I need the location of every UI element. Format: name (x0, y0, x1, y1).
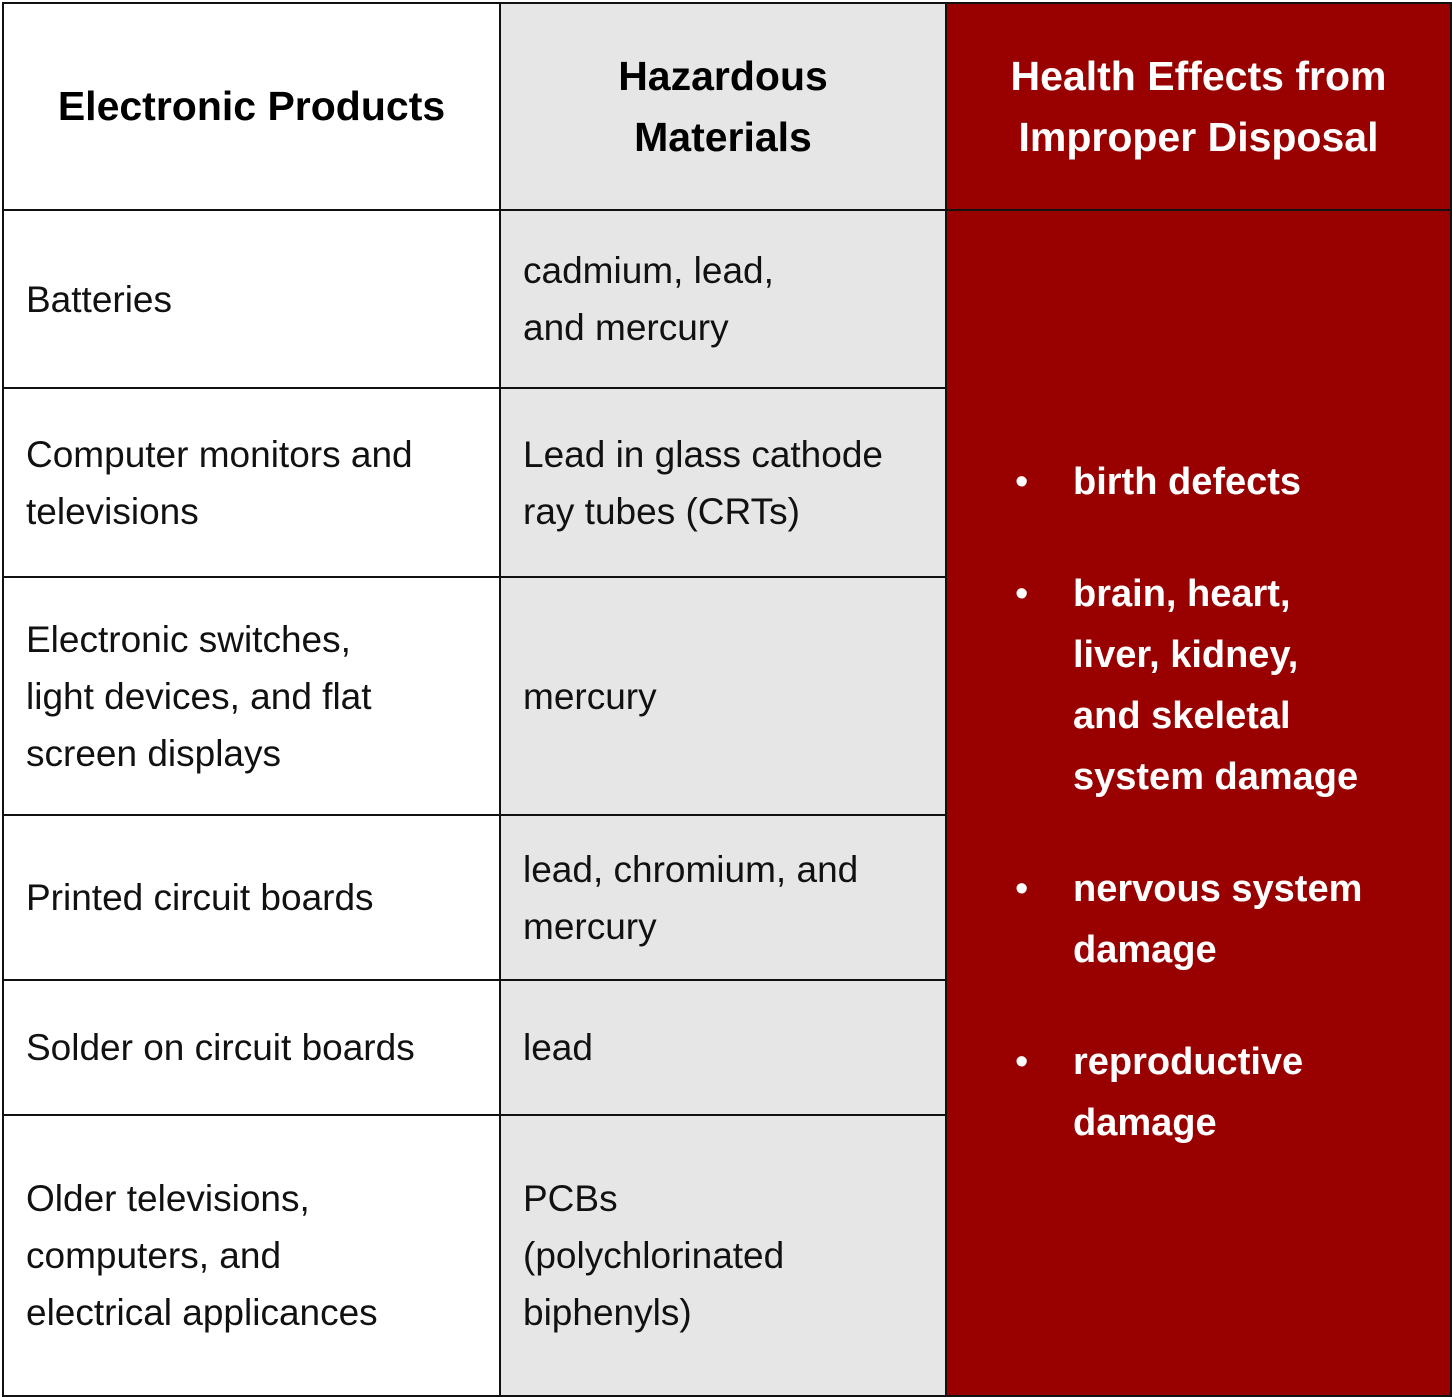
material-cell (500, 210, 946, 388)
product-text: light devices, and flat (26, 675, 372, 717)
bullet-icon: • (1015, 573, 1029, 615)
material-text: cadmium, lead, (523, 250, 774, 291)
product-text: screen displays (26, 732, 282, 774)
effect-text: reproductive (1073, 1041, 1304, 1083)
material-text: PCBs (523, 1178, 618, 1219)
effect-text: brain, heart, (1073, 573, 1291, 615)
effect-text: liver, kidney, (1073, 634, 1299, 676)
header-materials-line1: Hazardous (618, 52, 828, 99)
effect-text: damage (1073, 929, 1217, 971)
header-row (3, 3, 1451, 210)
product-cell (3, 980, 500, 1115)
material-text: ray tubes (CRTs) (523, 490, 800, 532)
product-cell (3, 388, 500, 577)
product-text: Electronic switches, (26, 618, 351, 660)
product-text: electrical applicances (26, 1292, 378, 1333)
product-text: Computer monitors and (26, 433, 413, 475)
health-effects-list (1015, 452, 1410, 1154)
health-effects-cell (946, 210, 1451, 1396)
product-text: Older televisions, (26, 1178, 310, 1219)
material-text: lead (523, 1027, 593, 1068)
effect-item-reproductive (1015, 1032, 1410, 1154)
product-text: televisions (26, 490, 199, 532)
header-electronic-products (3, 3, 500, 210)
effect-text: birth defects (1073, 461, 1302, 503)
material-text: biphenyls) (523, 1292, 692, 1333)
material-cell (500, 577, 946, 815)
material-cell (500, 980, 946, 1115)
material-cell (500, 1115, 946, 1396)
header-effects-line1: Health Effects from (1010, 52, 1387, 99)
product-cell (3, 577, 500, 815)
product-cell (3, 815, 500, 980)
product-text: Batteries (26, 278, 173, 320)
effect-text: damage (1073, 1102, 1217, 1144)
bullet-icon: • (1015, 461, 1029, 503)
material-text: mercury (523, 675, 657, 717)
material-text: mercury (523, 905, 657, 947)
effect-text: nervous system (1073, 868, 1363, 910)
header-products-text: Electronic Products (57, 83, 446, 129)
header-health-effects (946, 3, 1451, 210)
product-cell (3, 210, 500, 388)
product-text: Printed circuit boards (26, 877, 374, 918)
effect-text: system damage (1073, 756, 1359, 798)
material-text: (polychlorinated (523, 1235, 785, 1276)
product-text: computers, and (26, 1235, 282, 1276)
material-text: and mercury (523, 307, 729, 348)
material-text: lead, chromium, and (523, 848, 859, 890)
effect-item-organ-damage (1015, 564, 1410, 808)
header-materials-line2: Materials (634, 113, 812, 160)
table-row (3, 210, 1451, 388)
header-hazardous-materials (500, 3, 946, 210)
product-cell (3, 1115, 500, 1396)
material-cell (500, 815, 946, 980)
bullet-icon: • (1015, 1041, 1029, 1083)
effect-item-birth-defects (1015, 452, 1410, 513)
header-effects-line2: Improper Disposal (1018, 113, 1379, 160)
bullet-icon: • (1015, 868, 1029, 910)
electronic-hazards-table (2, 2, 1452, 1397)
product-text: Solder on circuit boards (26, 1027, 415, 1068)
material-text: Lead in glass cathode (523, 433, 883, 475)
effect-item-nervous-system (1015, 859, 1410, 981)
material-cell (500, 388, 946, 577)
effect-text: and skeletal (1073, 695, 1291, 737)
